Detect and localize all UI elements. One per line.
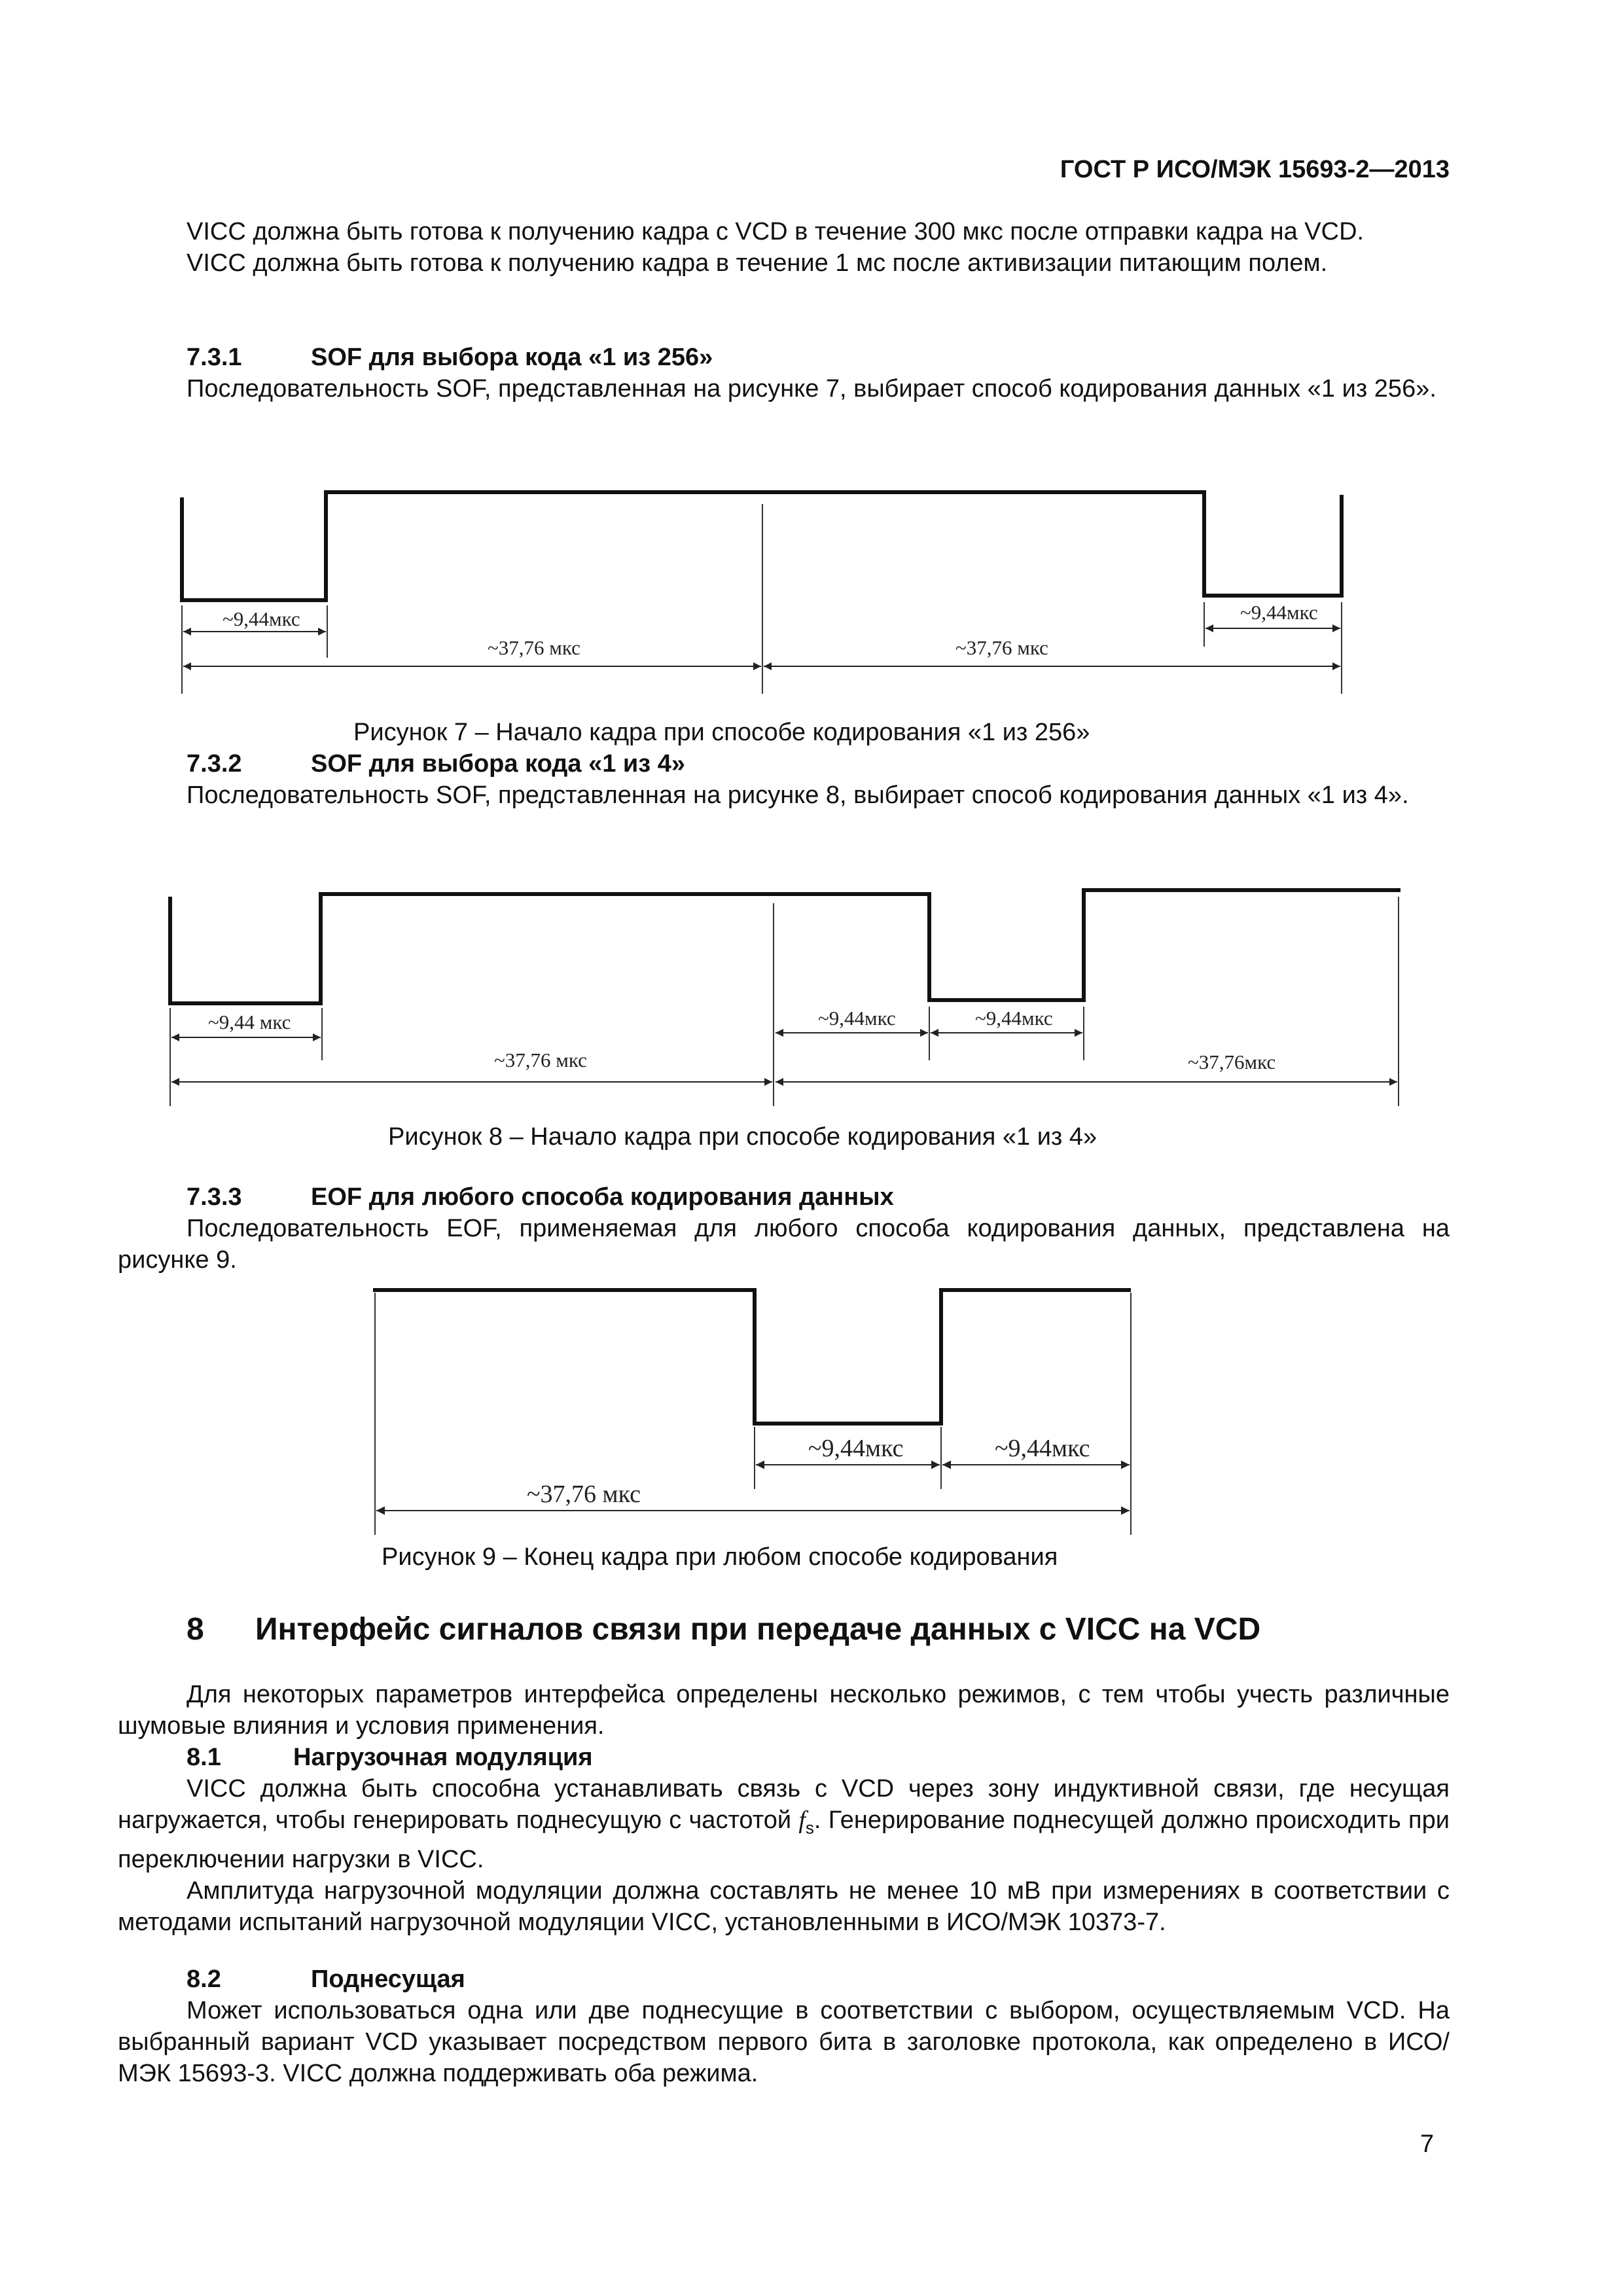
duration-label: ~9,44мкс: [818, 1007, 896, 1030]
duration-label: ~37,76 мкс: [955, 636, 1048, 659]
section-number: 8.2: [187, 1965, 221, 1993]
duration-label: ~9,44мкс: [975, 1007, 1053, 1030]
section-8-heading: [187, 1611, 1260, 1647]
paragraph: Может использоваться одна или две поднесущие в соответствии с выбором, осуществляемым VCD. На выбранный вариант VCD указывает посредством первого бита в заголовке протокола, как определено в ИСО/МЭК 15693-3. VICC должна поддерживать оба режима.: [118, 1997, 1450, 2087]
duration-label: ~37,76 мкс: [488, 636, 580, 659]
section-number: 7.3.1: [187, 344, 242, 371]
duration-label: ~9,44мкс: [808, 1435, 904, 1462]
section-7-3-1-heading: [187, 342, 713, 373]
page-number: 7: [1420, 2130, 1435, 2158]
intro-paragraph-1: VICC должна быть готова к получению кадра с VCD в течение 300 мкс после отправки кадра на VCD.: [187, 218, 1364, 245]
paragraph: Последовательность SOF, представленная на рисунке 8, выбирает способ кодирования данных «1 из 4».: [187, 781, 1409, 809]
duration-label: ~37,76мкс: [1188, 1050, 1276, 1073]
section-title: SOF для выбора кода «1 из 256»: [311, 344, 713, 371]
section-title: Поднесущая: [311, 1965, 465, 1993]
section-8-1-text: [118, 1773, 1450, 1938]
intro-paragraph-2: VICC должна быть готова к получению кадра в течение 1 мс после активизации питающим полем.: [187, 249, 1328, 277]
section-7-3-3-heading: [187, 1181, 894, 1213]
duration-label: ~37,76 мкс: [527, 1480, 641, 1508]
paragraph: Последовательность SOF, представленная на рисунке 7, выбирает способ кодирования данных «1 из 256».: [187, 375, 1436, 403]
figure-9-caption: Рисунок 9 – Конец кадра при любом способе кодирования: [382, 1543, 1058, 1571]
duration-label: ~9,44 мкс: [208, 1011, 291, 1033]
section-number: 8: [187, 1612, 204, 1647]
figure-7-timing-diagram: [0, 471, 1623, 707]
section-title: SOF для выбора кода «1 из 4»: [311, 750, 686, 778]
duration-label: ~9,44мкс: [223, 607, 300, 630]
intro-paragraphs: [118, 216, 1450, 279]
figure-9-timing-diagram: [0, 1266, 1623, 1541]
figure-7-caption: Рисунок 7 – Начало кадра при способе кодирования «1 из 256»: [353, 719, 1090, 746]
section-number: 7.3.3: [187, 1183, 242, 1211]
section-title: Нагрузочная модуляция: [293, 1744, 593, 1771]
section-8-2-heading: [187, 1964, 465, 1995]
section-7-3-1-text: [118, 373, 1450, 404]
section-number: 7.3.2: [187, 750, 242, 778]
paragraph: [118, 1773, 1450, 1875]
section-number: 8.1: [187, 1744, 221, 1771]
paragraph: Амплитуда нагрузочной модуляции должна составлять не менее 10 мВ при измерениях в соответствии с методами испытаний нагрузочной модуляции VICC, установленными в ИСО/МЭК 10373-7.: [118, 1876, 1450, 1936]
paragraph: Для некоторых параметров интерфейса определены несколько режимов, с тем чтобы учесть различные шумовые влияния и условия применения.: [118, 1681, 1450, 1740]
text-run: . Генерирование поднесущей должно происходить при переключении нагрузки в VICC.: [118, 1806, 1450, 1873]
frequency-symbol: f: [798, 1806, 806, 1834]
signal-waveform: [373, 1290, 1131, 1424]
text-run: VICC должна быть способна устанавливать связь с VCD через зону индуктивной связи, где несущая нагружается, чтобы генерировать поднесущую с частотой: [118, 1775, 1450, 1834]
duration-label: ~37,76 мкс: [494, 1049, 587, 1071]
section-7-3-2-heading: [187, 748, 685, 780]
section-7-3-2-text: [118, 780, 1450, 811]
duration-label: ~9,44мкс: [1240, 601, 1318, 624]
frequency-subscript: s: [805, 1818, 814, 1838]
figure-8-timing-diagram: [0, 870, 1623, 1119]
section-title: EOF для любого способа кодирования данных: [311, 1183, 894, 1211]
paragraph: Последовательность EOF, применяемая для любого способа кодирования данных, представлена на рисунке 9.: [118, 1215, 1450, 1274]
document-header: ГОСТ Р ИСО/МЭК 15693-2—2013: [1060, 156, 1450, 183]
section-8-1-heading: [187, 1742, 593, 1773]
duration-label: ~9,44мкс: [995, 1435, 1090, 1462]
section-8-text: [118, 1679, 1450, 1742]
signal-waveform: [170, 890, 1400, 1003]
section-title: Интерфейс сигналов связи при передаче данных с VICC на VCD: [255, 1612, 1261, 1647]
section-8-2-text: [118, 1995, 1450, 2089]
figure-8-caption: Рисунок 8 – Начало кадра при способе кодирования «1 из 4»: [388, 1123, 1097, 1151]
